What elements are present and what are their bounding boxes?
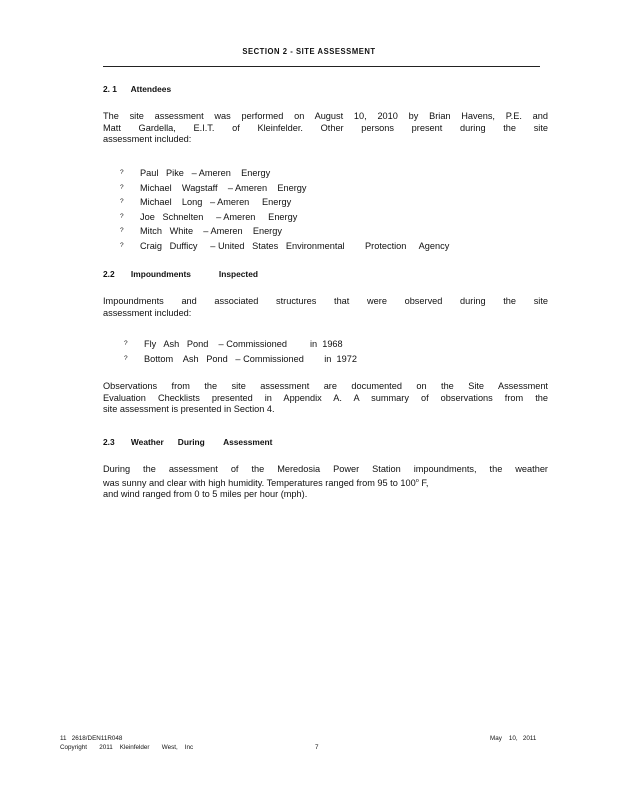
weather-paragraph — [103, 464, 548, 501]
degree-symbol: o — [415, 477, 419, 484]
observations-paragraph — [103, 381, 548, 416]
attendee-list — [120, 166, 449, 254]
heading-impoundments: 2.2 Impoundments Inspected — [103, 269, 258, 279]
heading-attendees: 2. 1 Attendees — [103, 84, 172, 94]
bullet-icon: ? — [120, 198, 124, 206]
list-item: ? Craig Dufficy – United States Environmental Protection Agency — [120, 239, 449, 254]
text-line: and wind ranged from 0 to 5 miles per hour (mph). — [103, 489, 308, 499]
bullet-icon: ? — [124, 354, 128, 362]
bullet-icon: ? — [120, 227, 124, 235]
list-item: ? Bottom Ash Pond – Commissioned in 1972 — [124, 352, 357, 367]
list-item: ? Joe Schnelten – Ameren Energy — [120, 210, 449, 225]
text-line: During the assessment of the Meredosia Power Station impoundments, the weather — [103, 464, 548, 474]
attendees-intro — [103, 111, 548, 146]
bullet-icon: ? — [120, 169, 124, 176]
bullet-icon: ? — [120, 212, 124, 220]
text-line: assessment included: — [103, 307, 192, 318]
text-line: Impoundments and associated structures that were observed during the site — [103, 296, 548, 306]
impoundment-list — [124, 337, 357, 366]
bullet-icon: ? — [120, 241, 124, 249]
list-item: ? Michael Long – Ameren Energy — [120, 195, 449, 210]
list-item: ? Michael Wagstaff – Ameren Energy — [120, 181, 449, 196]
text-line: site assessment is presented in Section 4. — [103, 404, 275, 414]
bullet-icon: ? — [124, 340, 128, 347]
text-line: was sunny and clear with high humidity. Temperatures ranged from 95 to 100$^o$ F, — [103, 477, 429, 488]
text-line: assessment included: — [103, 134, 192, 144]
text-line: The site assessment was performed on August 10, 2010 by Brian Havens, P.E. and — [103, 111, 548, 121]
footer-copyright: Copyright 2011 Kleinfelder West, Inc — [60, 744, 194, 751]
header-rule — [103, 66, 540, 67]
footer-date: May 10, 2011 — [490, 735, 537, 742]
temperature-unit: F, — [418, 477, 429, 488]
bullet-icon: ? — [120, 183, 124, 191]
footer-doc-id: 11 2618/DEN11R048 — [60, 735, 123, 742]
list-item: ? Paul Pike – Ameren Energy — [120, 166, 449, 181]
text-line: Matt Gardella, E.I.T. of Kleinfelder. Other persons present during the site — [103, 122, 548, 133]
section-title: SECTION 2 - SITE ASSESSMENT — [242, 46, 376, 56]
footer-page-number: 7 — [315, 744, 319, 751]
text-line: Observations from the site assessment are documented on the Site Assessment — [103, 381, 548, 391]
impoundments-intro — [103, 296, 548, 319]
text-line: Evaluation Checklists presented in Appendix A. A summary of observations from the — [103, 392, 548, 403]
list-item: ? Fly Ash Pond – Commissioned in 1968 — [124, 337, 357, 352]
list-item: ? Mitch White – Ameren Energy — [120, 224, 449, 239]
heading-weather: 2.3 Weather During Assessment — [103, 437, 273, 447]
